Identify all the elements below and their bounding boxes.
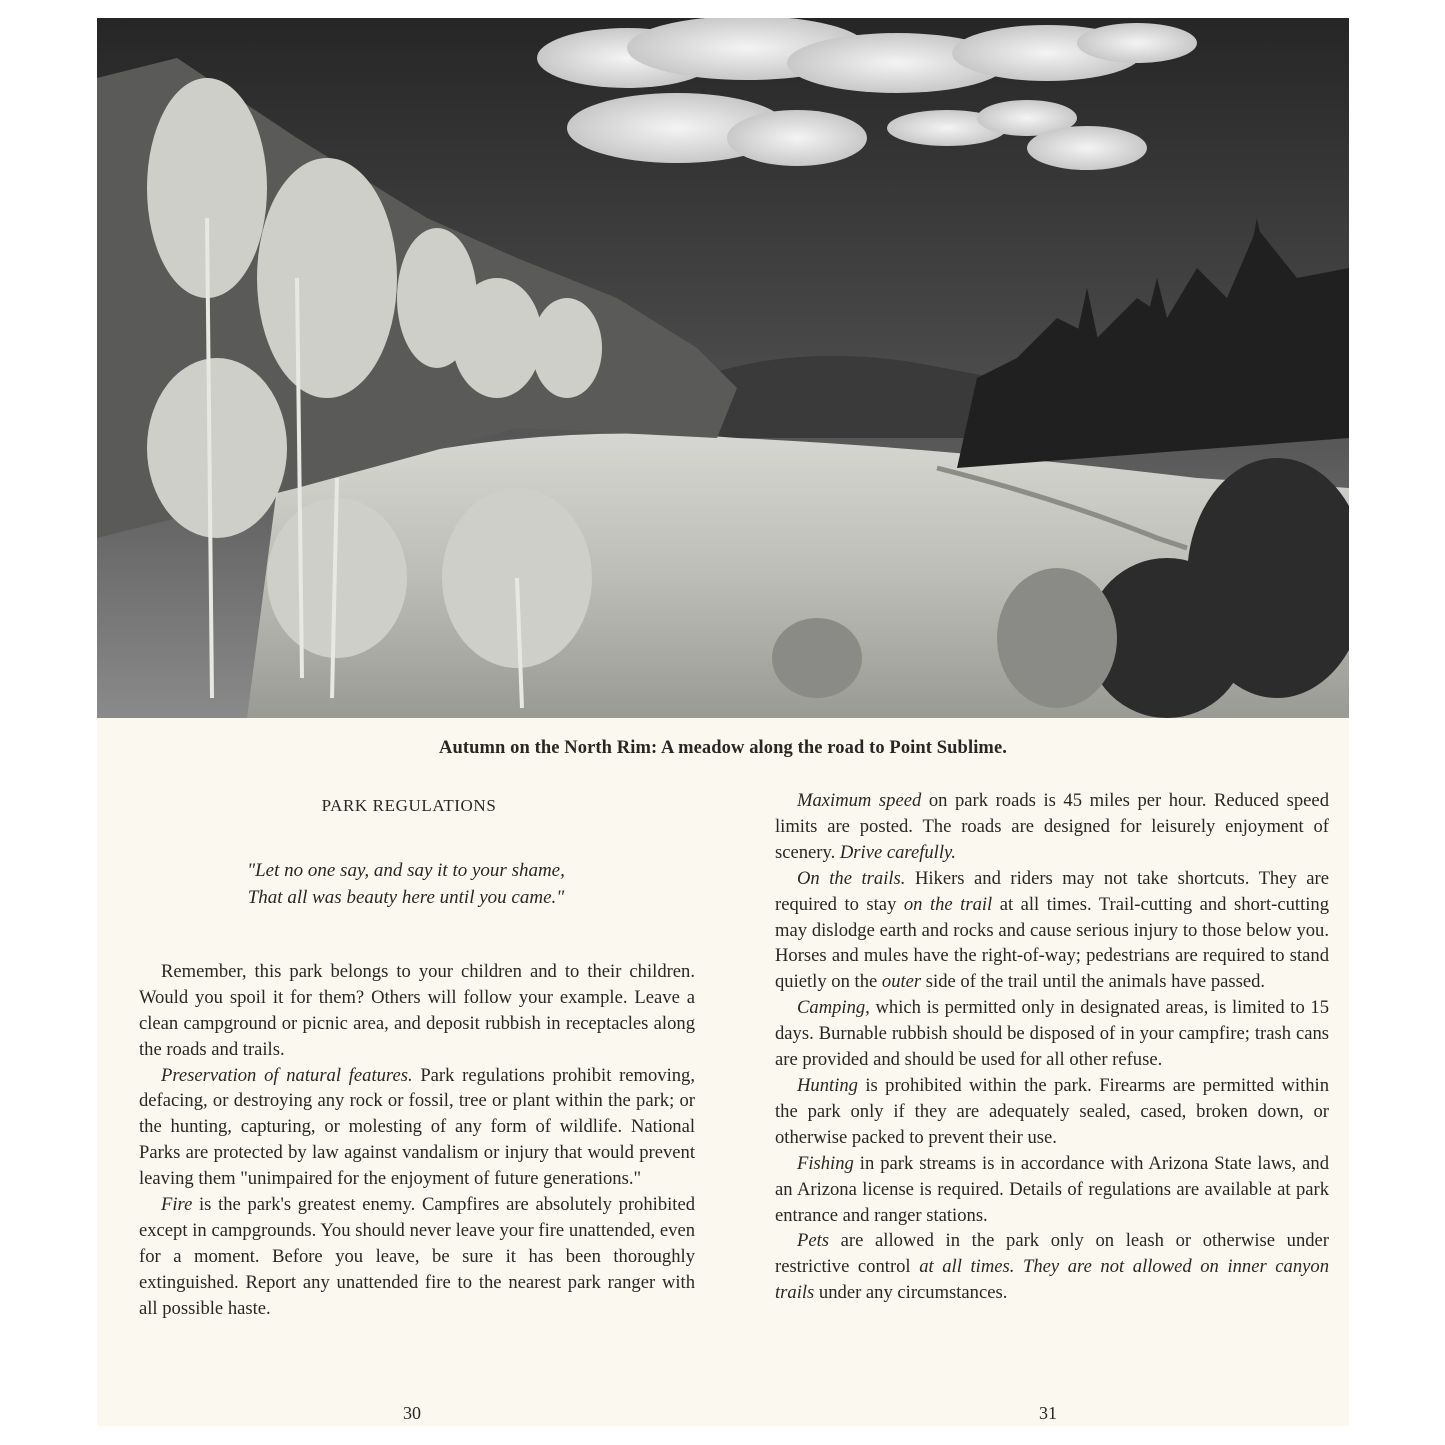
book-spread (97, 18, 1349, 1426)
paragraph-emphasis: on the trail (903, 893, 993, 915)
paragraph-text: on park roads is 45 miles per hour. Reduced speed limits are posted. The roads are designed for leisurely enjoyment of scenery. (775, 790, 1329, 863)
paragraph-text: side of the trail until the animals have passed. (921, 971, 1266, 993)
paragraph-text: under any circumstances. (814, 1282, 1008, 1304)
epigraph-quote (139, 857, 695, 911)
paragraph-emphasis: They are not allowed on inner canyon trails (775, 1256, 1329, 1304)
paragraph-text: is prohibited within the park. Firearms are permitted within the park only if they are adequately sealed, cased, broken down, or otherwise packed to prevent their use. (775, 1074, 1329, 1148)
paragraph-text: Park regulations prohibit removing, defacing, or destroying any rock or fossil, tree or plant within the park; or the hunting, capturing, or molesting of any form of wildlife. National Parks are protected by law against vandalism or injury that would prevent leaving them "unimpaired for the enjoyment of future generations." (139, 1064, 695, 1190)
paragraph-lead: Fire (161, 1194, 193, 1216)
left-page-column (139, 788, 695, 1322)
page-number-right: 31 (1039, 1403, 1057, 1423)
paragraph-lead: Camping, (797, 997, 870, 1019)
paragraph-text: is the park's greatest enemy. Campfires are absolutely prohibited except in campgrounds. You should never leave your fire unattended, even for a moment. Before you leave, be sure it has been thoroughly extinguished. Report any unattended fire to the nearest park ranger with all possible haste. (139, 1194, 695, 1319)
paragraph-trails (775, 866, 1329, 996)
paragraph-text: in park streams is in accordance with Arizona State laws, and an Arizona license is required. Details of regulations are available at park entrance and ranger stations. (775, 1152, 1329, 1226)
paragraph-emphasis: outer (881, 971, 922, 993)
right-page-column (775, 788, 1329, 1306)
paragraph-preservation (139, 1063, 695, 1193)
paragraph-text: are allowed in the park only on leash or otherwise under restrictive control (775, 1230, 1329, 1278)
paragraph-camping (775, 995, 1329, 1073)
paragraph-fire (139, 1192, 695, 1322)
photo-caption: Autumn on the North Rim: A meadow along the road to Point Sublime. (439, 738, 1007, 758)
paragraph-emphasis: at all times. (919, 1256, 1015, 1278)
paragraph-lead: Pets (797, 1230, 830, 1252)
meadow-photo (97, 18, 1349, 718)
paragraph-fishing (775, 1151, 1329, 1229)
paragraph-pets (775, 1228, 1329, 1306)
quote-line-2: That all was beauty here until you came." (247, 886, 565, 908)
quote-line-1: "Let no one say, and say it to your shame, (247, 859, 565, 881)
paragraph-lead: Maximum speed (797, 790, 922, 811)
paragraph-text (1014, 1256, 1023, 1277)
meadow-photo-illustration (97, 18, 1349, 718)
page-number-left: 30 (403, 1403, 421, 1423)
paragraph-text: which is permitted only in designated areas, is limited to 15 days. Burnable rubbish should be disposed of in your campfire; trash cans are provided and should be used for all other refuse. (775, 997, 1329, 1071)
paragraph-emphasis: Drive carefully. (839, 841, 956, 863)
section-heading: PARK REGULATIONS (321, 796, 497, 815)
paragraph-lead: Fishing (797, 1152, 854, 1174)
paragraph-remember: Remember, this park belongs to your children and to their children. Would you spoil it for them? Others will follow your example. Leave a clean campground or picnic area, and deposit rubbish in receptacles along the roads and trails. (139, 960, 695, 1060)
paragraph-text: at all times. Trail-cutting and short-cutting may dislodge earth and rocks and cause serious injury to those below you. Horses and mules have the right-of-way; pedestrians are required to stand quietly on the (775, 893, 1330, 993)
paragraph-lead: Preservation of natural features. (161, 1064, 413, 1086)
paragraph-speed (775, 788, 1329, 866)
paragraph-lead: Hunting (797, 1074, 858, 1096)
paragraph-lead: On the trails. (797, 867, 906, 889)
paragraph-hunting (775, 1073, 1329, 1151)
paragraph-text: Hikers and riders may not take shortcuts. They are required to stay (775, 867, 1330, 915)
